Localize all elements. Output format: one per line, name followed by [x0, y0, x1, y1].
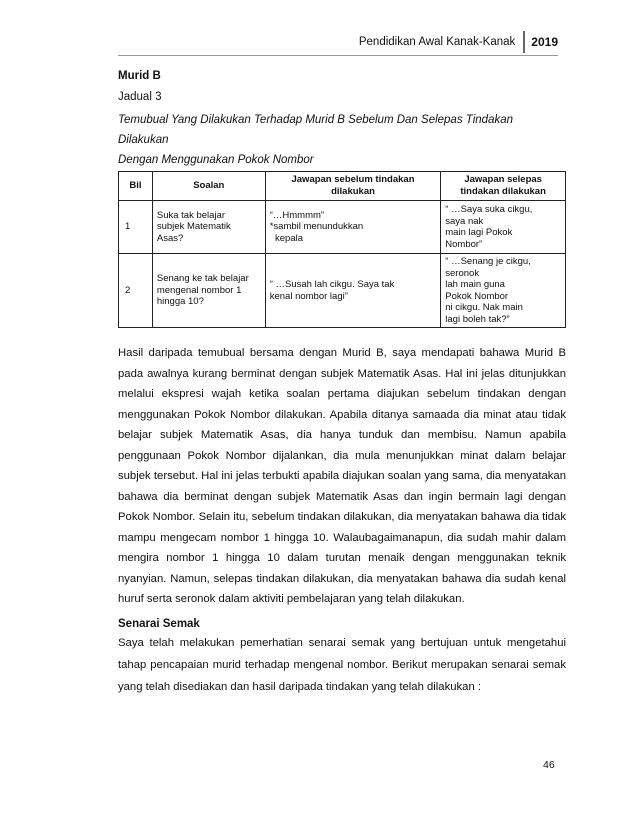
cell-line: “ …Saya suka cikgu,: [445, 204, 533, 215]
cell-jawapan-selepas: [441, 201, 566, 254]
cell-line: saya nak: [445, 215, 484, 227]
table-caption-line-2: Dengan Menggunakan Pokok Nombor: [118, 154, 314, 166]
col-header-jawapan-sebelum: Jawapan sebelum tindakan dilakukan: [265, 172, 441, 201]
cell-jawapan-selepas: [441, 254, 566, 328]
page-number: 46: [543, 759, 555, 771]
cell-line: main lagi Pokok: [445, 227, 513, 238]
cell-jawapan-sebelum: [265, 201, 441, 254]
cell-line: “ …Susah lah cikgu. Saya tak: [269, 279, 395, 290]
cell-bil: 2: [119, 254, 153, 328]
cell-line: “…Hmmmm”: [269, 209, 325, 221]
cell-line: lagi boleh tak?”: [445, 313, 510, 325]
cell-line: Asas?: [156, 232, 184, 244]
table-row: [119, 201, 566, 254]
header-year: 2019: [531, 35, 558, 49]
cell-bil: 1: [119, 201, 153, 254]
header-rule: [118, 55, 558, 56]
table-row: [119, 254, 566, 328]
cell-line: ni cikgu. Nak main: [445, 302, 523, 313]
section-heading-murid-b: Murid B: [118, 70, 161, 82]
cell-line: Suka tak belajar: [156, 209, 225, 221]
cell-line: Nombor”: [445, 238, 483, 250]
col-header-bil: Bil: [119, 172, 153, 201]
cell-line: Senang ke tak belajar: [156, 273, 249, 285]
cell-soalan: [152, 254, 265, 328]
cell-line: seronok: [445, 267, 480, 279]
interview-table: [118, 171, 566, 328]
table-header-row: [119, 172, 566, 201]
paragraph-interview-findings: Hasil daripada temubual bersama dengan Murid B, saya mendapati bahawa Murid B pada awalnya kurang berminat dengan subjek Matematik Asas. Hal ini jelas ditunjukkan melalui ekspresi wajah ketika soalan pertama diajukan sebelum tindakan dengan menggunakan Pokok Nombor dilakukan. Apabila ditanya samaada dia minat atau tidak belajar subjek Matematik Asas, dia hanya tunduk dan membisu. Namun apabila penggunaan Pokok Nombor dijalankan, dia mula menunjukkan minat dalam belajar subjek tersebut. Hal ini jelas terbukti apabila diajukan soalan yang sama, dia menyatakan bahawa dia berminat dengan subjek Matematik Asas dan ingin bermain lagi dengan Pokok Nombor. Selain itu, sebelum tindakan dilakukan, dia menyatakan bahawa dia tidak mampu mengecam nombor 1 hingga 10. Walaubagaimanapun, dia sudah mahir dalam mengira nombor 1 hingga 10 dalam turutan menaik dengan menggunakan teknik nyanyian. Namun, selepas tindakan dilakukan, dia menyatakan bahawa dia sudah kenal huruf serta seronok dalam aktiviti pembelajaran yang telah dilakukan.: [118, 347, 566, 605]
table-label: Jadual 3: [118, 91, 162, 103]
cell-jawapan-sebelum: [265, 254, 441, 328]
cell-line: hingga 10?: [156, 296, 204, 308]
section-heading-senarai-semak: Senarai Semak: [118, 617, 200, 630]
cell-line: kepala: [269, 232, 303, 244]
cell-soalan: [152, 201, 265, 254]
col-header-soalan: Soalan: [152, 172, 265, 201]
page-header: [118, 30, 558, 54]
col-header-jawapan-selepas: Jawapan selepas tindakan dilakukan: [441, 172, 566, 201]
header-title: Pendidikan Awal Kanak-Kanak: [358, 36, 516, 48]
cell-line: kenal nombor lagi”: [269, 290, 348, 302]
page-content: [118, 70, 566, 698]
cell-line: *sambil menundukkan: [269, 221, 364, 233]
cell-line: subjek Matematik: [156, 221, 231, 233]
paragraph-checklist-intro: Saya telah melakukan pemerhatian senarai semak yang bertujuan untuk mengetahui tahap pencapaian murid terhadap mengenal nombor. Berikut merupakan senarai semak yang telah disediakan dan hasil daripada tindakan yang telah dilakukan :: [118, 636, 566, 693]
cell-line: lah main guna: [445, 279, 505, 290]
cell-line: Pokok Nombor: [445, 290, 509, 302]
cell-line: “ …Senang je cikgu,: [445, 256, 531, 267]
table-caption-line-1: Temubual Yang Dilakukan Terhadap Murid B Sebelum Dan Selepas Tindakan Dilakukan: [118, 114, 513, 146]
cell-line: mengenal nombor 1: [156, 284, 242, 296]
